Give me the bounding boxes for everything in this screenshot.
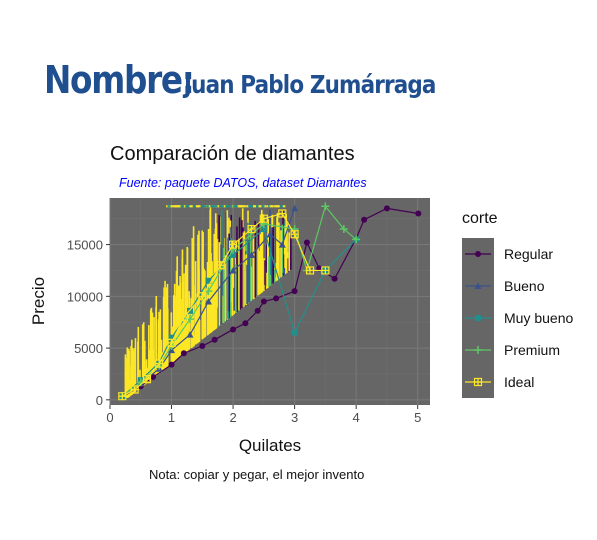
- point-regular: [169, 362, 175, 368]
- chart-caption: Nota: copiar y pegar, el mejor invento: [149, 467, 365, 482]
- heading-name: Juan Pablo Zumárraga: [184, 70, 436, 99]
- point-regular: [273, 295, 279, 301]
- legend-title: corte: [462, 210, 498, 227]
- y-tick-label: 5000: [74, 341, 103, 357]
- point-regular: [212, 337, 218, 343]
- point-regular: [255, 308, 261, 314]
- legend-label-premium: Premium: [504, 342, 561, 358]
- legend-marker-regular: [475, 251, 481, 257]
- x-tick-label: 5: [414, 410, 422, 425]
- point-regular: [242, 320, 248, 326]
- point-regular: [332, 276, 338, 282]
- legend-label-regular: Regular: [504, 246, 554, 262]
- legend-label-bueno: Bueno: [504, 278, 545, 294]
- x-axis-ticks: [106, 405, 421, 425]
- legend: [462, 238, 573, 398]
- x-axis-label: Quilates: [238, 436, 302, 455]
- point-regular: [181, 350, 187, 356]
- point-regular: [199, 343, 205, 349]
- legend-label-ideal: Ideal: [504, 374, 535, 390]
- legend-label-muy-bueno: Muy bueno: [504, 310, 574, 326]
- x-tick-label: 2: [229, 410, 237, 425]
- point-muy-bueno: [292, 330, 298, 336]
- point-regular: [415, 211, 421, 217]
- chart-subtitle: Fuente: paquete DATOS, dataset Diamantes: [119, 176, 367, 190]
- y-axis-label: Precio: [29, 276, 48, 326]
- y-axis-ticks: [67, 238, 110, 408]
- x-tick-label: 0: [106, 410, 114, 425]
- y-tick-label: 0: [95, 392, 103, 408]
- x-tick-label: 1: [167, 410, 176, 425]
- x-tick-label: 4: [352, 410, 360, 425]
- point-regular: [304, 240, 310, 246]
- point-regular: [384, 205, 390, 211]
- chart-title: Comparación de diamantes: [110, 143, 355, 165]
- x-tick-label: 3: [290, 410, 299, 425]
- point-regular: [230, 326, 236, 332]
- y-tick-label: 10000: [66, 289, 103, 305]
- legend-marker-muy-bueno: [475, 315, 481, 321]
- heading-label: Nombre:: [44, 58, 194, 102]
- y-tick-label: 15000: [66, 237, 103, 253]
- point-regular: [292, 288, 298, 294]
- point-regular: [361, 217, 367, 223]
- point-regular: [261, 299, 267, 305]
